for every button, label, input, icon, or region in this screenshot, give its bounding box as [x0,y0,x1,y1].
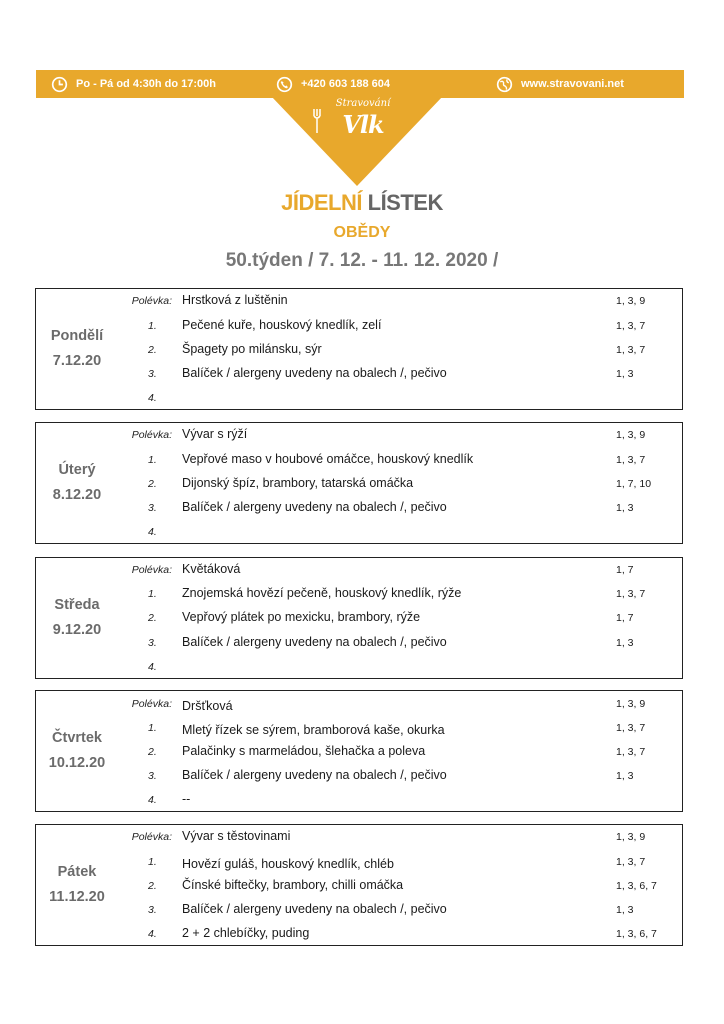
day-date: 7.12.20 [52,353,102,369]
allergens: 1, 3, 6, 7 [616,880,657,892]
menu-row-4 [36,926,682,944]
menu-row-3 [36,366,682,384]
menu-row-soup [36,696,682,714]
menu-row-soup [36,562,682,580]
menu-row-3 [36,902,682,920]
row-label: 1. [148,722,157,734]
row-label: 4. [148,661,157,673]
logo-name: Vlk [342,110,384,139]
day-date: 11.12.20 [49,889,105,905]
allergens: 1, 3, 6, 7 [616,928,657,940]
allergens: 1, 7 [616,612,634,624]
phone-icon [276,76,293,93]
row-label: 2. [148,746,157,758]
menu-row-1 [36,452,682,470]
row-label: 4. [148,794,157,806]
row-label: Polévka: [131,564,172,576]
menu-row-3 [36,635,682,653]
menu-row-1 [36,318,682,336]
day-name: Pátek [57,864,97,880]
row-label: 3. [148,502,157,514]
row-label: 2. [148,344,157,356]
row-label: Polévka: [131,831,172,843]
dish-name: Vývar s těstovinami [182,829,291,843]
dish-name: Dršťková [182,699,233,713]
menu-row-1 [36,586,682,604]
menu-row-3 [36,768,682,786]
phone-contact[interactable] [276,70,390,98]
globe-icon [496,76,513,93]
dish-name: -- [182,792,191,806]
day-name: Úterý [58,462,96,478]
row-label: 2. [148,478,157,490]
logo-subtitle: Stravování [335,98,391,109]
row-label: 4. [148,928,157,940]
row-label: 1. [148,588,157,600]
menu-row-2 [36,342,682,360]
dish-name: Balíček / alergeny uvedeny na obalech /, pečivo [182,500,447,514]
dish-name: Hovězí guláš, houskový knedlík, chléb [182,857,394,871]
dish-name: Vepřové maso v houbové omáčce, houskový knedlík [182,452,474,466]
dish-name: Hrstková z luštěnin [182,293,288,307]
opening-hours [51,70,216,98]
clock-icon [51,76,68,93]
allergens: 1, 3, 7 [616,588,646,600]
row-label: 3. [148,904,157,916]
title-part-2: LÍSTEK [367,190,443,215]
dish-name: Znojemská hovězí pečeně, houskový knedlík, rýže [182,586,462,600]
allergens: 1, 3, 7 [616,856,646,868]
dish-name: Čínské biftečky, brambory, chilli omáčka [182,878,404,892]
dish-name: Špagety po milánsku, sýr [182,342,322,356]
menu-row-2 [36,744,682,762]
dish-name: Balíček / alergeny uvedeny na obalech /, pečivo [182,768,447,782]
day-block-tuesday [35,422,683,544]
dish-name: Palačinky s marmeládou, šlehačka a poleva [182,744,426,758]
week-range: 50.týden / 7. 12. - 11. 12. 2020 / [225,250,499,271]
dish-name: Vývar s rýží [182,427,248,441]
title-part-1: JÍDELNÍ [281,190,362,215]
dish-name: Balíček / alergeny uvedeny na obalech /, pečivo [182,366,447,380]
row-label: Polévka: [131,698,172,710]
menu-row-1 [36,854,682,872]
dish-name: Květáková [182,562,241,576]
menu-row-soup [36,293,682,311]
allergens: 1, 3, 7 [616,320,646,332]
allergens: 1, 3 [616,770,634,782]
opening-hours-text: Po - Pá od 4:30h do 17:00h [76,78,216,90]
website-link[interactable]: www.stravovani.net [521,78,624,90]
allergens: 1, 3, 7 [616,746,646,758]
allergens: 1, 3 [616,637,634,649]
menu-row-4 [36,390,682,408]
day-name: Středa [54,597,100,613]
dish-name: Vepřový plátek po mexicku, brambory, rýže [182,610,421,624]
menu-row-3 [36,500,682,518]
row-label: 3. [148,637,157,649]
day-date: 8.12.20 [52,487,102,503]
allergens: 1, 3, 7 [616,454,646,466]
allergens: 1, 3, 9 [616,831,646,843]
dish-name: 2 + 2 chlebíčky, puding [182,926,310,940]
row-label: 3. [148,368,157,380]
row-label: Polévka: [131,429,172,441]
day-name: Čtvrtek [52,730,102,746]
info-bar [36,70,684,98]
allergens: 1, 3 [616,502,634,514]
menu-row-soup [36,829,682,847]
menu-row-4 [36,524,682,542]
dish-name: Mletý řízek se sýrem, bramborová kaše, okurka [182,723,445,737]
allergens: 1, 3, 7 [616,344,646,356]
menu-row-4 [36,792,682,810]
row-label: 3. [148,770,157,782]
allergens: 1, 3 [616,368,634,380]
day-block-monday [35,288,683,410]
menu-row-2 [36,610,682,628]
phone-number[interactable]: +420 603 188 604 [301,78,391,90]
allergens: 1, 7, 10 [616,478,652,490]
dish-name: Balíček / alergeny uvedeny na obalech /, pečivo [182,902,447,916]
day-block-thursday [35,690,683,812]
row-label: 4. [148,526,157,538]
day-block-friday [35,824,683,946]
day-date: 10.12.20 [48,755,106,771]
page-subtitle: OBĚDY [333,224,391,241]
day-block-wednesday [35,557,683,679]
menu-row-soup [36,427,682,445]
day-date: 9.12.20 [52,622,102,638]
allergens: 1, 3, 9 [616,698,646,710]
day-name: Pondělí [50,328,104,344]
dish-name: Pečené kuře, houskový knedlík, zelí [182,318,382,332]
dish-name: Dijonský špíz, brambory, tatarská omáčka [182,476,414,490]
row-label: 1. [148,856,157,868]
row-label: 2. [148,880,157,892]
row-label: 1. [148,454,157,466]
allergens: 1, 7 [616,564,634,576]
menu-row-2 [36,476,682,494]
menu-row-1 [36,720,682,738]
row-label: Polévka: [131,295,172,307]
website-contact[interactable] [496,70,624,98]
row-label: 2. [148,612,157,624]
allergens: 1, 3, 9 [616,295,646,307]
allergens: 1, 3, 7 [616,722,646,734]
row-label: 1. [148,320,157,332]
dish-name: Balíček / alergeny uvedeny na obalech /, pečivo [182,635,447,649]
menu-row-2 [36,878,682,896]
allergens: 1, 3, 9 [616,429,646,441]
row-label: 4. [148,392,157,404]
allergens: 1, 3 [616,904,634,916]
menu-row-4 [36,659,682,677]
page-title [0,190,724,216]
